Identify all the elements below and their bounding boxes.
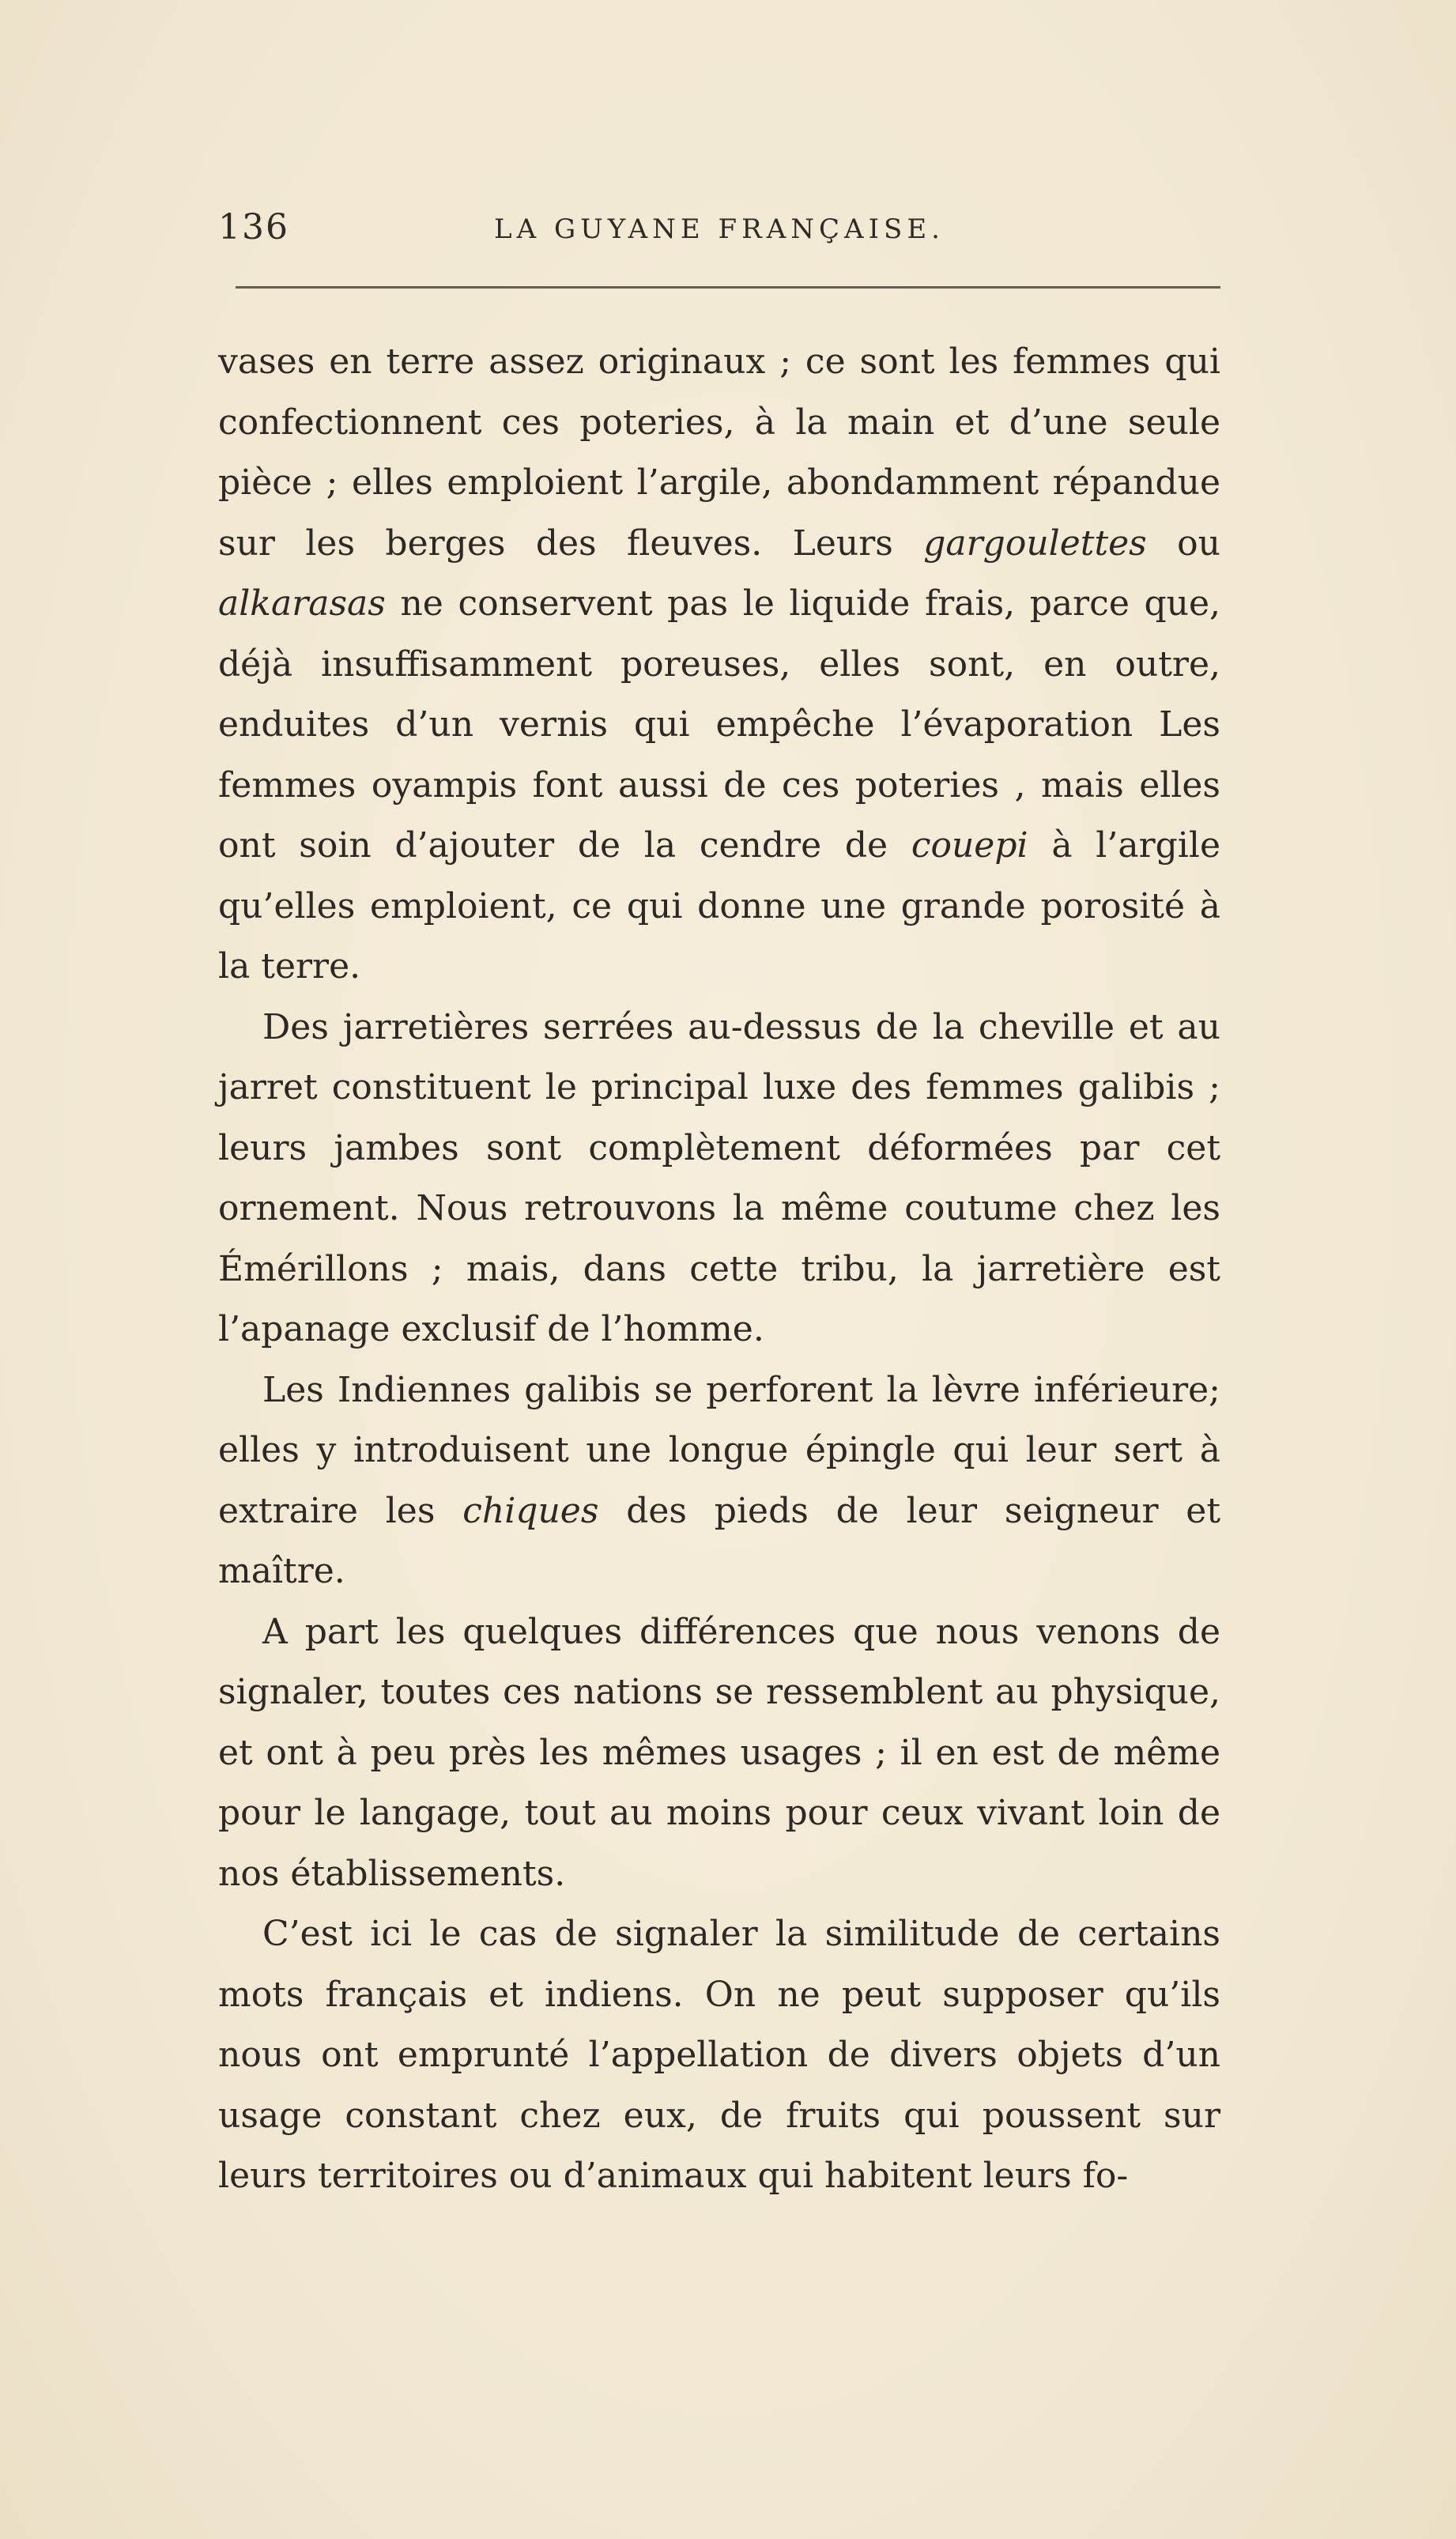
text-run: ou (1146, 523, 1220, 564)
body-text (218, 332, 1220, 2207)
header-rule (236, 286, 1220, 289)
text-run: vases en terre assez originaux ; ce sont les femmes qui confectionnent ces poteries, à la main et d’une seule pièce ; elles emploient l’argile, abondamment répandue sur les berges des fleuves. Leurs (218, 341, 1220, 564)
italic-term-chiques: chiques (462, 1490, 599, 1531)
page-number: 136 (218, 207, 289, 247)
paragraph-customs: A part les quelques différences que nous venons de signaler, toutes ces nations se ressemblent au physique, et ont à peu près les mêmes usages ; il en est de même pour le langage, tout au moins pour ceux vivant loin de nos établissements. (218, 1611, 1220, 1894)
italic-term-couepi: couepi (911, 825, 1028, 866)
running-title: LA GUYANE FRANÇAISE. (494, 213, 945, 245)
italic-term-alkarasas: alkarasas (218, 583, 386, 624)
paragraph-pottery (218, 332, 1220, 998)
text-run: ne conservent pas le liquide frais, parce que, déjà insuffisamment poreuses, elles sont, en outre, enduites d’un vernis qui empêche l’évaporation Les femmes oyampis font aussi de ces poteries , mais elles ont soin d’ajouter de la cendre de (218, 583, 1220, 866)
paragraph-words: C’est ici le cas de signaler la similitude de certains mots français et indiens. On ne peut supposer qu’ils nous ont emprunté l’appellation de divers objets d’un usage constant chez eux, de fruits qui poussent sur leurs territoires ou d’animaux qui habitent leurs fo- (218, 1914, 1220, 2196)
paragraph-lip-piercing (218, 1360, 1220, 1602)
text-run: des pieds de leur seigneur et maître. (218, 1490, 1221, 1591)
page-header (218, 207, 1220, 262)
text-run: Les Indiennes galibis se perforent la lèvre inférieure; elles y introduisent une longue épingle qui leur sert à extraire les (218, 1369, 1220, 1531)
italic-term-gargoulettes: gargoulettes (923, 523, 1147, 564)
text-run: à l’argile qu’elles emploient, ce qui donne une grande porosité à la terre. (218, 825, 1220, 987)
paragraph-garters: Des jarretières serrées au-dessus de la cheville et au jarret constituent le principal luxe des femmes galibis ; leurs jambes sont complètement déformées par cet ornement. Nous retrouvons la même coutume chez les Émérillons ; mais, dans cette tribu, la jarretière est l’apanage exclusif de l’homme. (218, 1006, 1220, 1349)
